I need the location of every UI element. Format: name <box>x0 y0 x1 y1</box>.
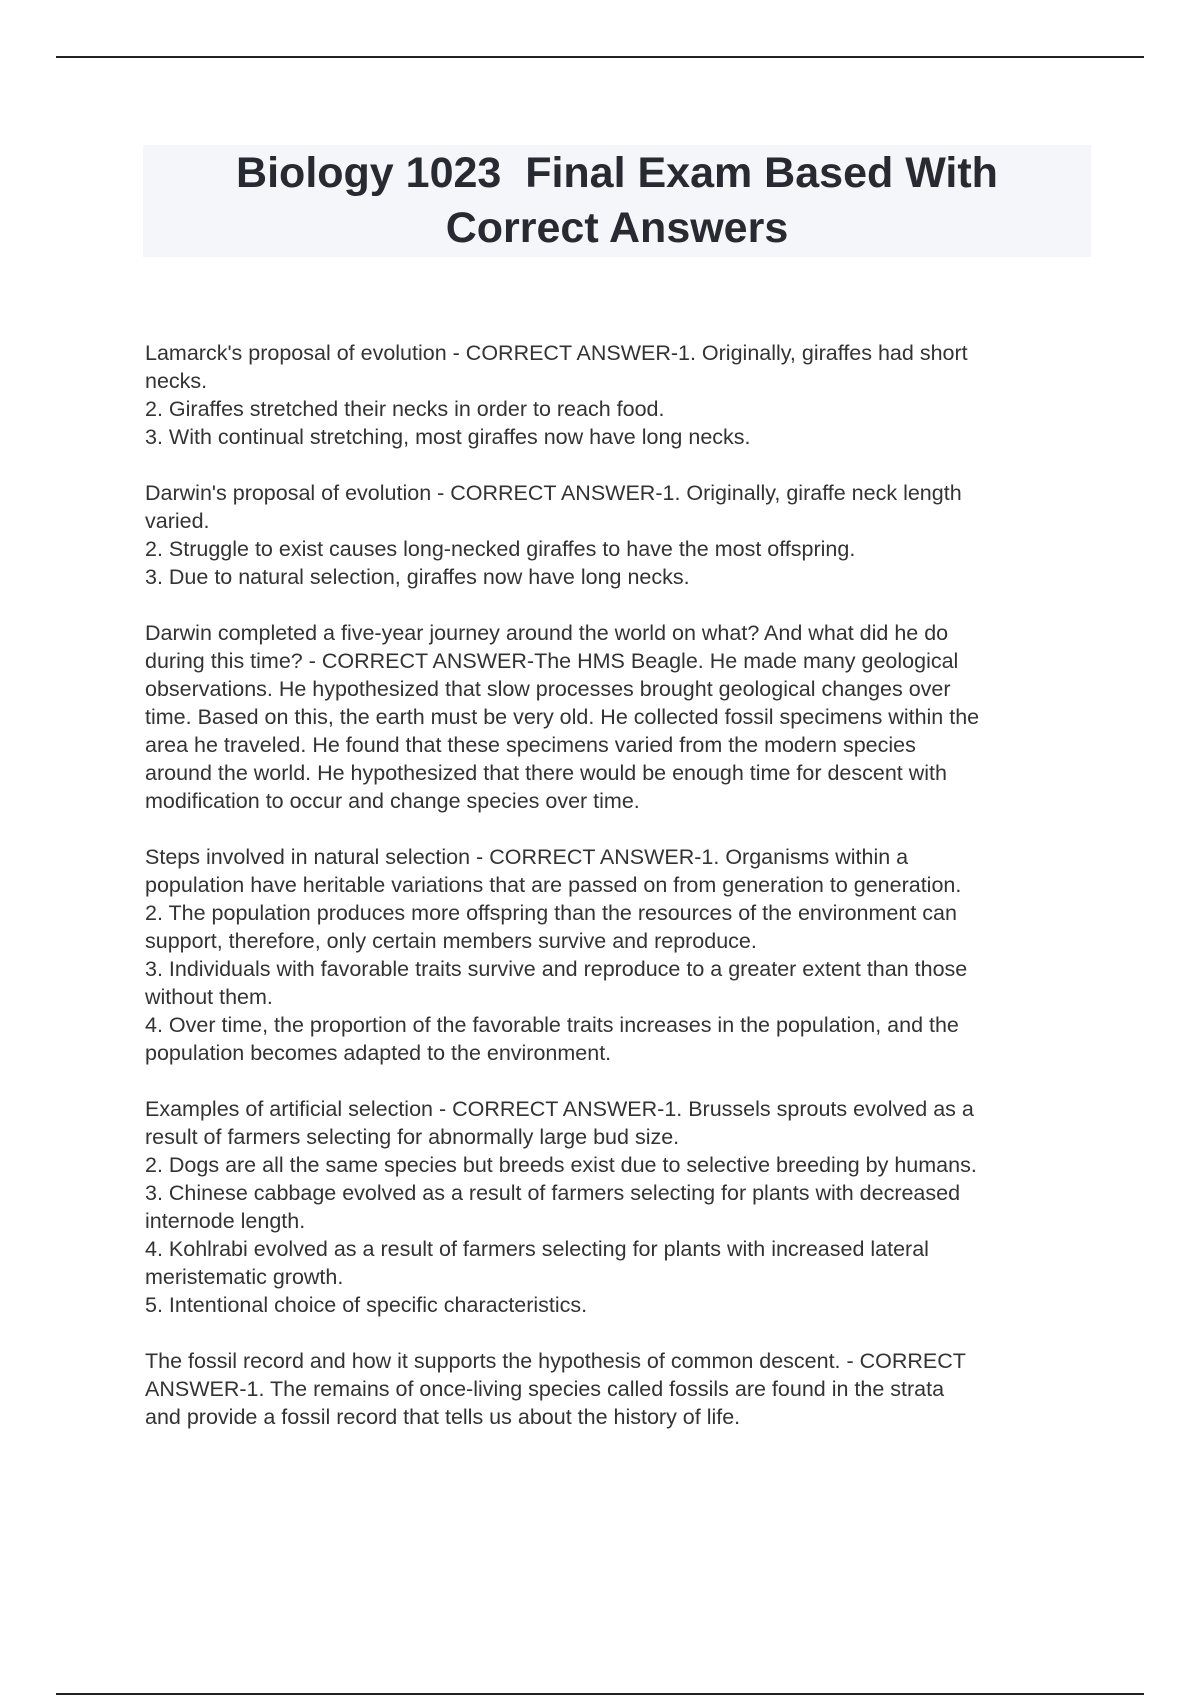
text-line: 3. With continual stretching, most giraffes now have long necks. <box>145 425 751 449</box>
bottom-divider <box>56 1693 1144 1695</box>
text-line: 4. Over time, the proportion of the favorable traits increases in the population, and the <box>145 1013 959 1037</box>
text-line: ANSWER-1. The remains of once-living species called fossils are found in the strata <box>145 1377 945 1401</box>
text-line: Steps involved in natural selection - CORRECT ANSWER-1. Organisms within a <box>145 845 909 869</box>
qa-entry-fossil-record <box>145 1347 1090 1431</box>
text-line: result of farmers selecting for abnormally large bud size. <box>145 1125 680 1149</box>
text-line: Darwin completed a five-year journey around the world on what? And what did he do <box>145 621 949 645</box>
qa-entry-artificial-selection <box>145 1095 1090 1319</box>
text-line: population have heritable variations that are passed on from generation to generation. <box>145 873 962 897</box>
text-line: 3. Chinese cabbage evolved as a result of farmers selecting for plants with decreased <box>145 1181 961 1205</box>
text-line: 2. Struggle to exist causes long-necked giraffes to have the most offspring. <box>145 537 856 561</box>
text-line: Darwin's proposal of evolution - CORRECT ANSWER-1. Originally, giraffe neck length <box>145 481 962 505</box>
text-line: during this time? - CORRECT ANSWER-The HMS Beagle. He made many geological <box>145 649 959 673</box>
qa-entry-darwin-proposal <box>145 479 1090 591</box>
qa-content <box>145 339 1090 1459</box>
top-divider <box>56 56 1144 58</box>
text-line: 3. Due to natural selection, giraffes now have long necks. <box>145 565 690 589</box>
text-line: necks. <box>145 369 208 393</box>
text-line: meristematic growth. <box>145 1265 344 1289</box>
qa-entry-lamarck <box>145 339 1090 451</box>
text-line: support, therefore, only certain members survive and reproduce. <box>145 929 757 953</box>
text-line: and provide a fossil record that tells us about the history of life. <box>145 1405 741 1429</box>
title-banner <box>143 145 1091 257</box>
text-line: 2. Giraffes stretched their necks in order to reach food. <box>145 397 665 421</box>
text-line: population becomes adapted to the environment. <box>145 1041 612 1065</box>
text-line: observations. He hypothesized that slow processes brought geological changes over <box>145 677 951 701</box>
text-line: 4. Kohlrabi evolved as a result of farmers selecting for plants with increased lateral <box>145 1237 929 1261</box>
text-line: varied. <box>145 509 210 533</box>
text-line: without them. <box>145 985 273 1009</box>
page-title: Biology 1023 Final Exam Based With Correct Answers <box>236 149 998 252</box>
text-line: Lamarck's proposal of evolution - CORRECT ANSWER-1. Originally, giraffes had short <box>145 341 968 365</box>
text-line: 2. The population produces more offspring than the resources of the environment can <box>145 901 957 925</box>
qa-entry-darwin-journey <box>145 619 1090 815</box>
text-line: area he traveled. He found that these specimens varied from the modern species <box>145 733 916 757</box>
text-line: 5. Intentional choice of specific characteristics. <box>145 1293 588 1317</box>
text-line: Examples of artificial selection - CORRECT ANSWER-1. Brussels sprouts evolved as a <box>145 1097 974 1121</box>
text-line: 3. Individuals with favorable traits survive and reproduce to a greater extent than those <box>145 957 968 981</box>
text-line: internode length. <box>145 1209 306 1233</box>
text-line: around the world. He hypothesized that there would be enough time for descent with <box>145 761 947 785</box>
qa-entry-natural-selection <box>145 843 1090 1067</box>
text-line: The fossil record and how it supports the hypothesis of common descent. - CORRECT <box>145 1349 966 1373</box>
text-line: modification to occur and change species over time. <box>145 789 640 813</box>
text-line: 2. Dogs are all the same species but breeds exist due to selective breeding by humans. <box>145 1153 977 1177</box>
text-line: time. Based on this, the earth must be very old. He collected fossil specimens within the <box>145 705 980 729</box>
